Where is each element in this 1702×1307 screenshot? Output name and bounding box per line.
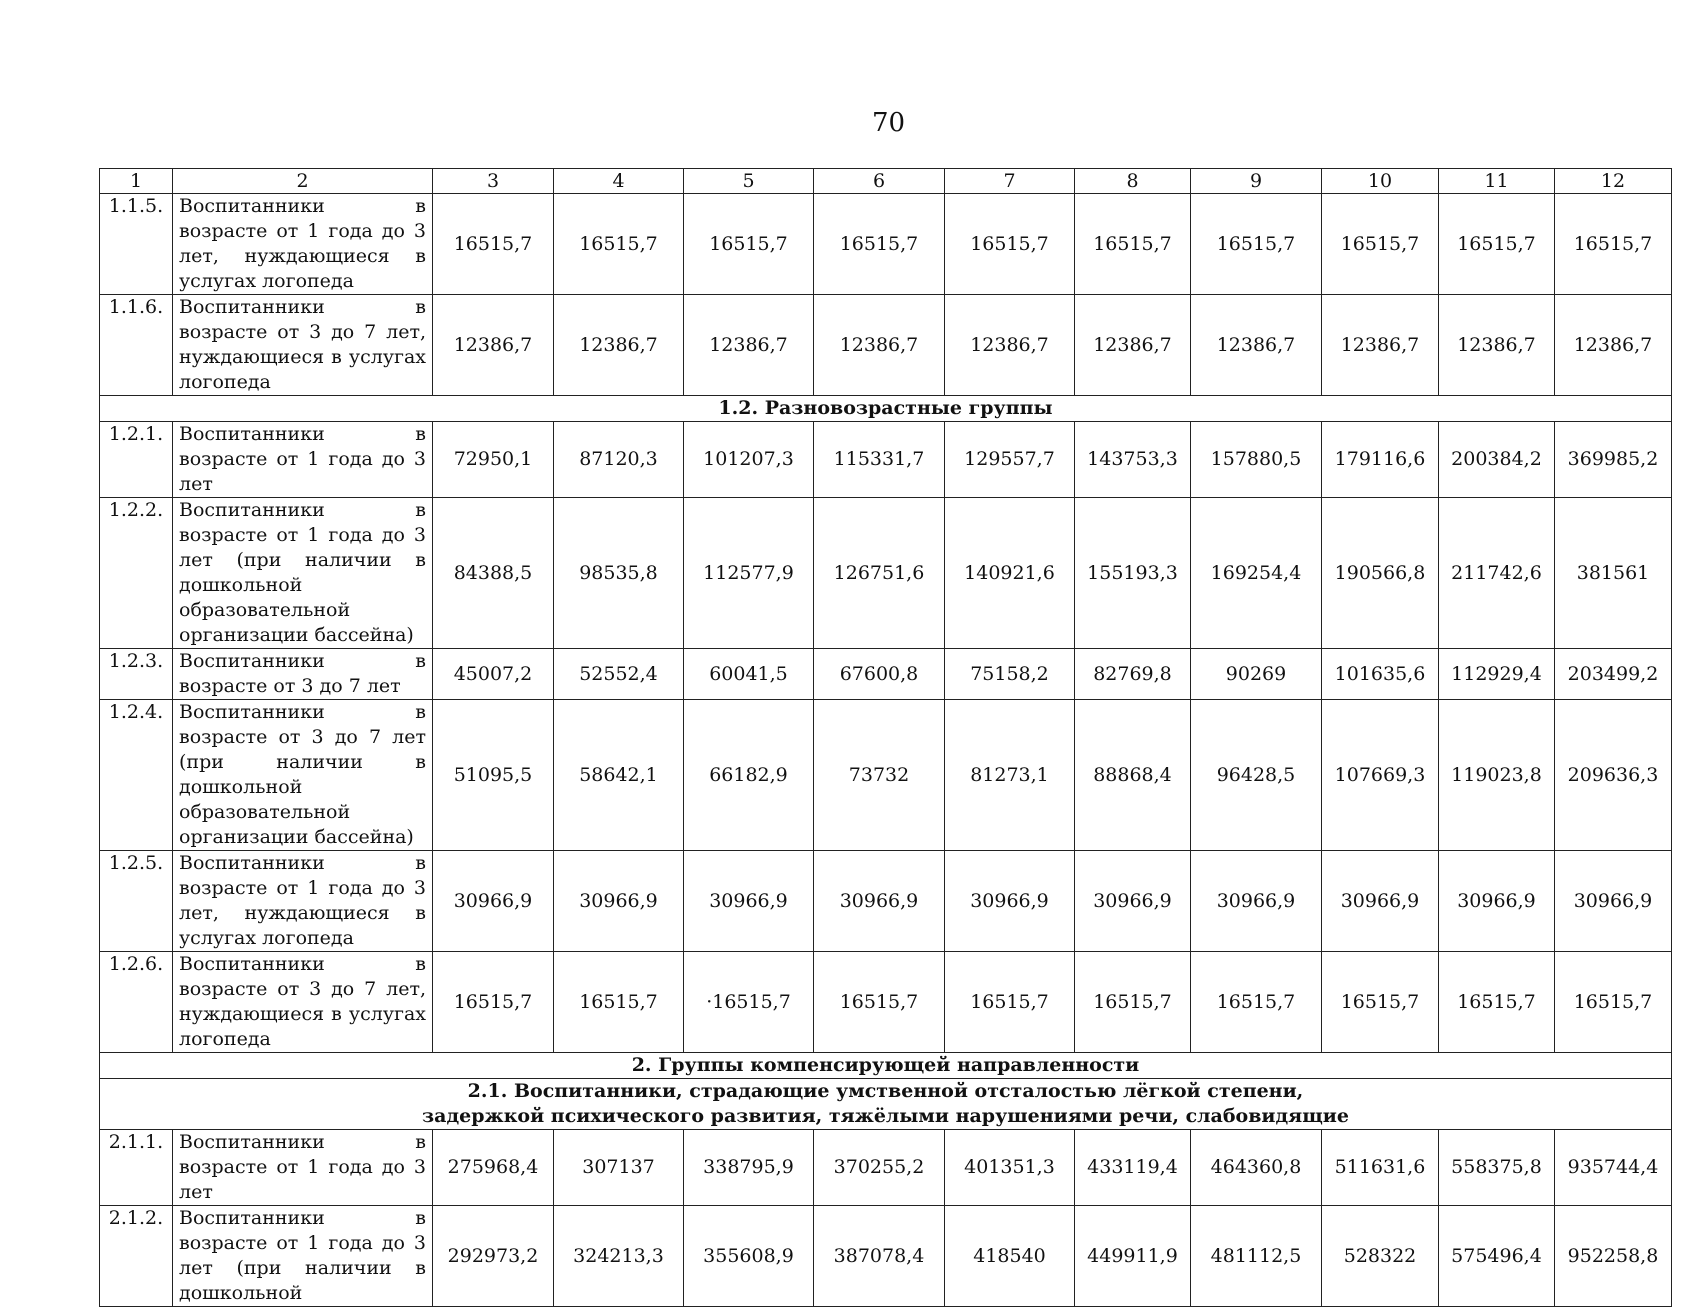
value-cell: 112577,9 [684,498,814,649]
value-cell: 449911,9 [1075,1206,1191,1307]
value-cell: 387078,4 [814,1206,945,1307]
value-cell: 73732 [814,700,945,851]
value-cell: 338795,9 [684,1130,814,1206]
value-cell: 155193,3 [1075,498,1191,649]
header-cell: 12 [1555,169,1672,194]
row-number: 1.2.2. [100,498,173,649]
value-cell: 433119,4 [1075,1130,1191,1206]
value-cell: 179116,6 [1322,422,1439,498]
value-cell: 58642,1 [554,700,684,851]
value-cell: 88868,4 [1075,700,1191,851]
row-number: 1.2.3. [100,649,173,700]
value-cell: 126751,6 [814,498,945,649]
header-cell: 10 [1322,169,1439,194]
value-cell: 481112,5 [1191,1206,1322,1307]
section-title-line-2: задержкой психического развития, тяжёлыми нарушениями речи, слабовидящие [422,1105,1349,1127]
value-cell: 16515,7 [433,952,554,1053]
value-cell: 51095,5 [433,700,554,851]
value-cell: 72950,1 [433,422,554,498]
value-cell: 12386,7 [1322,295,1439,396]
value-cell: 157880,5 [1191,422,1322,498]
value-cell: 401351,3 [945,1130,1075,1206]
row-label: Воспитанники в возрасте от 1 года до 3 лет (при наличии в дошкольной [173,1206,433,1307]
value-cell: 464360,8 [1191,1130,1322,1206]
value-cell: 16515,7 [1075,952,1191,1053]
value-cell: 140921,6 [945,498,1075,649]
value-cell: 30966,9 [684,851,814,952]
header-cell: 3 [433,169,554,194]
value-cell: 16515,7 [554,194,684,295]
row-label: Воспитанники в возрасте от 1 года до 3 лет, нуждающиеся в услугах логопеда [173,851,433,952]
value-cell: 952258,8 [1555,1206,1672,1307]
value-cell: 101207,3 [684,422,814,498]
value-cell: 12386,7 [684,295,814,396]
row-label: Воспитанники в возрасте от 3 до 7 лет (при наличии в дошкольной образовательной организации бассейна) [173,700,433,851]
section-row [100,1053,1672,1079]
value-cell: 16515,7 [1191,194,1322,295]
value-cell: 16515,7 [1555,194,1672,295]
value-cell: 30966,9 [1075,851,1191,952]
value-cell: 12386,7 [1439,295,1555,396]
row-number: 1.1.6. [100,295,173,396]
value-cell: 45007,2 [433,649,554,700]
value-cell: 370255,2 [814,1130,945,1206]
table-row [100,952,1672,1053]
value-cell: 16515,7 [1439,952,1555,1053]
value-cell: 119023,8 [1439,700,1555,851]
value-cell: 12386,7 [1191,295,1322,396]
value-cell: 30966,9 [945,851,1075,952]
value-cell: 511631,6 [1322,1130,1439,1206]
table-row [100,194,1672,295]
value-cell: 107669,3 [1322,700,1439,851]
value-cell: 292973,2 [433,1206,554,1307]
value-cell: 16515,7 [1439,194,1555,295]
table-row [100,498,1672,649]
value-cell: 418540 [945,1206,1075,1307]
section-row [100,1079,1672,1130]
value-cell: 30966,9 [1322,851,1439,952]
table-row [100,1206,1672,1307]
section-title: 1.2. Разновозрастные группы [100,396,1672,422]
value-cell: 16515,7 [814,194,945,295]
value-cell: 98535,8 [554,498,684,649]
row-label: Воспитанники в возрасте от 1 года до 3 лет [173,1130,433,1206]
value-cell: 52552,4 [554,649,684,700]
row-number: 1.1.5. [100,194,173,295]
value-cell: 275968,4 [433,1130,554,1206]
value-cell: 143753,3 [1075,422,1191,498]
value-cell: 82769,8 [1075,649,1191,700]
value-cell: 84388,5 [433,498,554,649]
row-number: 2.1.1. [100,1130,173,1206]
value-cell: 16515,7 [554,952,684,1053]
value-cell: 169254,4 [1191,498,1322,649]
value-cell: 16515,7 [1191,952,1322,1053]
table-row [100,422,1672,498]
value-cell: 30966,9 [1555,851,1672,952]
tariff-table [99,168,1672,1307]
table-row [100,295,1672,396]
row-label: Воспитанники в возрасте от 3 до 7 лет, нуждающиеся в услугах логопеда [173,295,433,396]
value-cell: 75158,2 [945,649,1075,700]
value-cell: 369985,2 [1555,422,1672,498]
table-row [100,1130,1672,1206]
value-cell: 115331,7 [814,422,945,498]
value-cell: 112929,4 [1439,649,1555,700]
value-cell: 16515,7 [1555,952,1672,1053]
value-cell: 30966,9 [554,851,684,952]
value-cell: 203499,2 [1555,649,1672,700]
value-cell: 129557,7 [945,422,1075,498]
value-cell: 16515,7 [1322,952,1439,1053]
value-cell: 12386,7 [554,295,684,396]
value-cell: 575496,4 [1439,1206,1555,1307]
value-cell: 558375,8 [1439,1130,1555,1206]
section-row [100,396,1672,422]
header-cell: 2 [173,169,433,194]
value-cell: 16515,7 [433,194,554,295]
row-label: Воспитанники в возрасте от 3 до 7 лет, нуждающиеся в услугах логопеда [173,952,433,1053]
value-cell: 381561 [1555,498,1672,649]
value-cell: 66182,9 [684,700,814,851]
value-cell: 12386,7 [945,295,1075,396]
value-cell: 935744,4 [1555,1130,1672,1206]
header-cell: 8 [1075,169,1191,194]
value-cell: 324213,3 [554,1206,684,1307]
row-number: 1.2.4. [100,700,173,851]
row-number: 1.2.1. [100,422,173,498]
value-cell: 87120,3 [554,422,684,498]
value-cell: 96428,5 [1191,700,1322,851]
value-cell: 30966,9 [1191,851,1322,952]
page-number: 70 [872,108,906,138]
value-cell: 101635,6 [1322,649,1439,700]
value-cell: 355608,9 [684,1206,814,1307]
value-cell: ·16515,7 [684,952,814,1053]
row-label: Воспитанники в возрасте от 1 года до 3 лет (при наличии в дошкольной образовательной организации бассейна) [173,498,433,649]
value-cell: 67600,8 [814,649,945,700]
value-cell: 30966,9 [814,851,945,952]
value-cell: 16515,7 [1322,194,1439,295]
value-cell: 528322 [1322,1206,1439,1307]
value-cell: 209636,3 [1555,700,1672,851]
value-cell: 16515,7 [814,952,945,1053]
value-cell: 60041,5 [684,649,814,700]
value-cell: 12386,7 [814,295,945,396]
value-cell: 30966,9 [433,851,554,952]
value-cell: 12386,7 [433,295,554,396]
value-cell: 16515,7 [1075,194,1191,295]
row-label: Воспитанники в возрасте от 1 года до 3 лет [173,422,433,498]
header-cell: 6 [814,169,945,194]
value-cell: 12386,7 [1555,295,1672,396]
row-number: 1.2.5. [100,851,173,952]
header-cell: 11 [1439,169,1555,194]
value-cell: 200384,2 [1439,422,1555,498]
header-cell: 9 [1191,169,1322,194]
row-label: Воспитанники в возрасте от 1 года до 3 лет, нуждающиеся в услугах логопеда [173,194,433,295]
value-cell: 81273,1 [945,700,1075,851]
row-label: Воспитанники в возрасте от 3 до 7 лет [173,649,433,700]
value-cell: 90269 [1191,649,1322,700]
header-cell: 4 [554,169,684,194]
section-title: 2. Группы компенсирующей направленности [100,1053,1672,1079]
header-cell: 1 [100,169,173,194]
value-cell: 211742,6 [1439,498,1555,649]
section-title-block [100,1079,1672,1130]
row-number: 2.1.2. [100,1206,173,1307]
table-row [100,851,1672,952]
header-cell: 5 [684,169,814,194]
value-cell: 12386,7 [1075,295,1191,396]
header-cell: 7 [945,169,1075,194]
row-number: 1.2.6. [100,952,173,1053]
value-cell: 16515,7 [945,952,1075,1053]
section-title-line-1: 2.1. Воспитанники, страдающие умственной отсталостью лёгкой степени, [467,1080,1304,1102]
value-cell: 16515,7 [945,194,1075,295]
header-row [100,169,1672,194]
value-cell: 307137 [554,1130,684,1206]
value-cell: 30966,9 [1439,851,1555,952]
value-cell: 190566,8 [1322,498,1439,649]
value-cell: 16515,7 [684,194,814,295]
table-row [100,649,1672,700]
table-row [100,700,1672,851]
